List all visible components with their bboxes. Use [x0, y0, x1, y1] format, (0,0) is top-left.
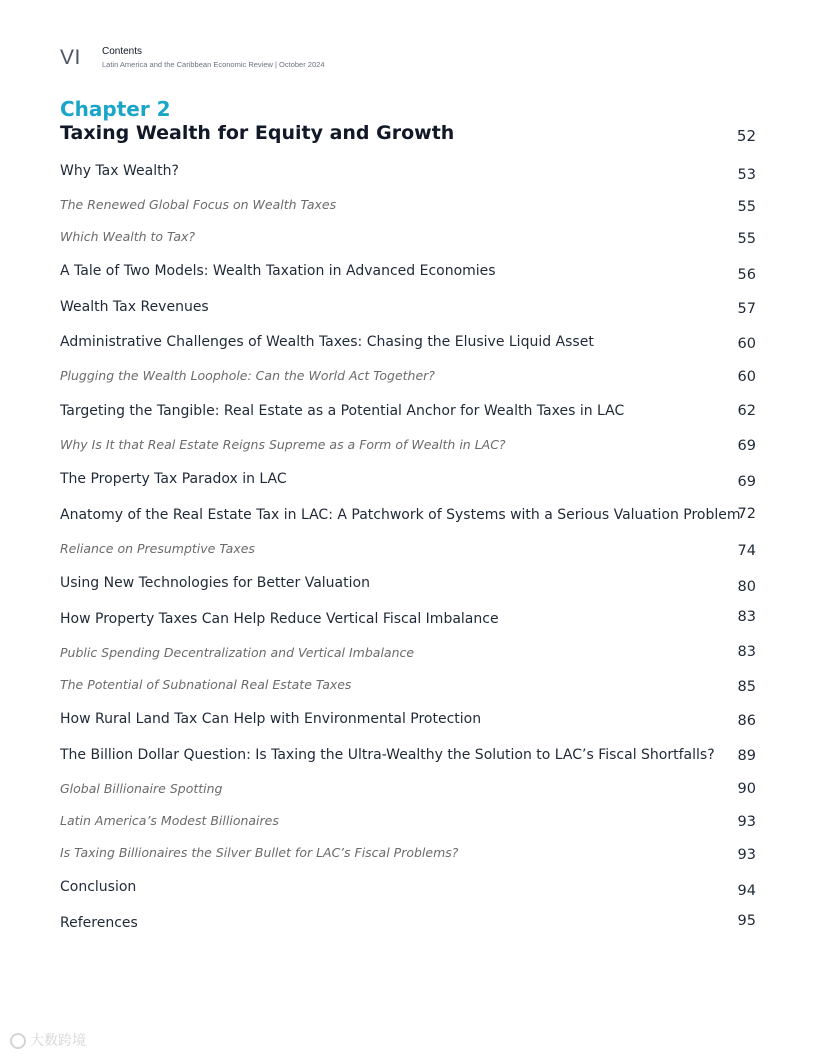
toc-entry-title[interactable]: The Billion Dollar Question: Is Taxing the Ultra-Wealthy the Solution to LAC’s Fiscal Shortfalls?	[60, 747, 715, 763]
toc-entry-title[interactable]: Plugging the Wealth Loophole: Can the World Act Together?	[60, 368, 435, 383]
toc-entry-page[interactable]: 93	[737, 847, 756, 863]
toc-entry-page[interactable]: 83	[737, 609, 756, 625]
toc-entry-title[interactable]: A Tale of Two Models: Wealth Taxation in Advanced Economies	[60, 263, 496, 279]
toc-entry-title[interactable]: Administrative Challenges of Wealth Taxes: Chasing the Elusive Liquid Asset	[60, 334, 594, 350]
toc-entry-page[interactable]: 90	[737, 781, 756, 797]
toc-entry-title[interactable]: Wealth Tax Revenues	[60, 299, 209, 315]
toc-entry-page[interactable]: 56	[737, 267, 756, 283]
toc-entry-page[interactable]: 93	[737, 814, 756, 830]
header-section-title: Contents	[102, 46, 143, 57]
page-number: VI	[60, 46, 81, 69]
toc-entry-title[interactable]: Which Wealth to Tax?	[60, 229, 196, 244]
toc-entry-page[interactable]: 60	[737, 336, 756, 352]
toc-entry-page[interactable]: 69	[737, 438, 756, 454]
watermark-text: 大数跨境	[30, 1033, 86, 1049]
toc-entry-title[interactable]: Latin America’s Modest Billionaires	[60, 813, 279, 828]
toc-entry-page[interactable]: 62	[737, 403, 756, 419]
toc-entry-title[interactable]: The Renewed Global Focus on Wealth Taxes	[60, 197, 337, 212]
chapter-page-number[interactable]: 52	[736, 127, 756, 145]
toc-entry-page[interactable]: 86	[737, 713, 756, 729]
toc-entry-title[interactable]: Reliance on Presumptive Taxes	[60, 541, 255, 556]
toc-entry-page[interactable]: 83	[737, 644, 756, 660]
toc-entry-page[interactable]: 60	[737, 369, 756, 385]
toc-entry-title[interactable]: The Potential of Subnational Real Estate Taxes	[60, 677, 352, 692]
watermark	[10, 1030, 86, 1050]
toc-entry-title[interactable]: Conclusion	[60, 879, 137, 895]
toc-entry-page[interactable]: 80	[737, 579, 756, 595]
toc-entry-page[interactable]: 72	[737, 506, 756, 522]
toc-entry-page[interactable]: 89	[737, 748, 756, 764]
toc-entry-title[interactable]: Global Billionaire Spotting	[60, 781, 223, 796]
chapter-label: Chapter 2	[60, 97, 171, 121]
toc-entry-title[interactable]: Using New Technologies for Better Valuation	[60, 575, 370, 591]
chapter-title[interactable]: Taxing Wealth for Equity and Growth	[60, 122, 455, 144]
toc-entry-page[interactable]: 85	[737, 679, 756, 695]
toc-entry-title[interactable]: Anatomy of the Real Estate Tax in LAC: A Patchwork of Systems with a Serious Valuation Problem	[60, 507, 741, 523]
toc-entry-title[interactable]: The Property Tax Paradox in LAC	[60, 471, 287, 487]
toc-entry-title[interactable]: Public Spending Decentralization and Vertical Imbalance	[60, 645, 415, 660]
toc-entry-title[interactable]: How Rural Land Tax Can Help with Environmental Protection	[60, 711, 482, 727]
toc-entry-page[interactable]: 55	[737, 231, 756, 247]
toc-entry-title[interactable]: Targeting the Tangible: Real Estate as a Potential Anchor for Wealth Taxes in LAC	[60, 403, 625, 419]
toc-entry-page[interactable]: 74	[737, 543, 756, 559]
toc-entry-page[interactable]: 95	[737, 913, 756, 929]
toc-entry-page[interactable]: 53	[737, 167, 756, 183]
toc-entry-page[interactable]: 69	[737, 474, 756, 490]
toc-entry-page[interactable]: 57	[737, 301, 756, 317]
toc-entry-title[interactable]: Why Tax Wealth?	[60, 163, 179, 179]
toc-entry-title[interactable]: Why Is It that Real Estate Reigns Supreme as a Form of Wealth in LAC?	[60, 437, 506, 452]
watermark-logo-icon	[10, 1033, 26, 1049]
toc-entry-title[interactable]: Is Taxing Billionaires the Silver Bullet for LAC’s Fiscal Problems?	[60, 845, 459, 860]
header-publication: Latin America and the Caribbean Economic Review | October 2024	[102, 60, 325, 69]
toc-entry-title[interactable]: References	[60, 915, 138, 931]
toc-entry-title[interactable]: How Property Taxes Can Help Reduce Vertical Fiscal Imbalance	[60, 611, 499, 627]
toc-entry-page[interactable]: 55	[737, 199, 756, 215]
toc-entry-page[interactable]: 94	[737, 883, 756, 899]
